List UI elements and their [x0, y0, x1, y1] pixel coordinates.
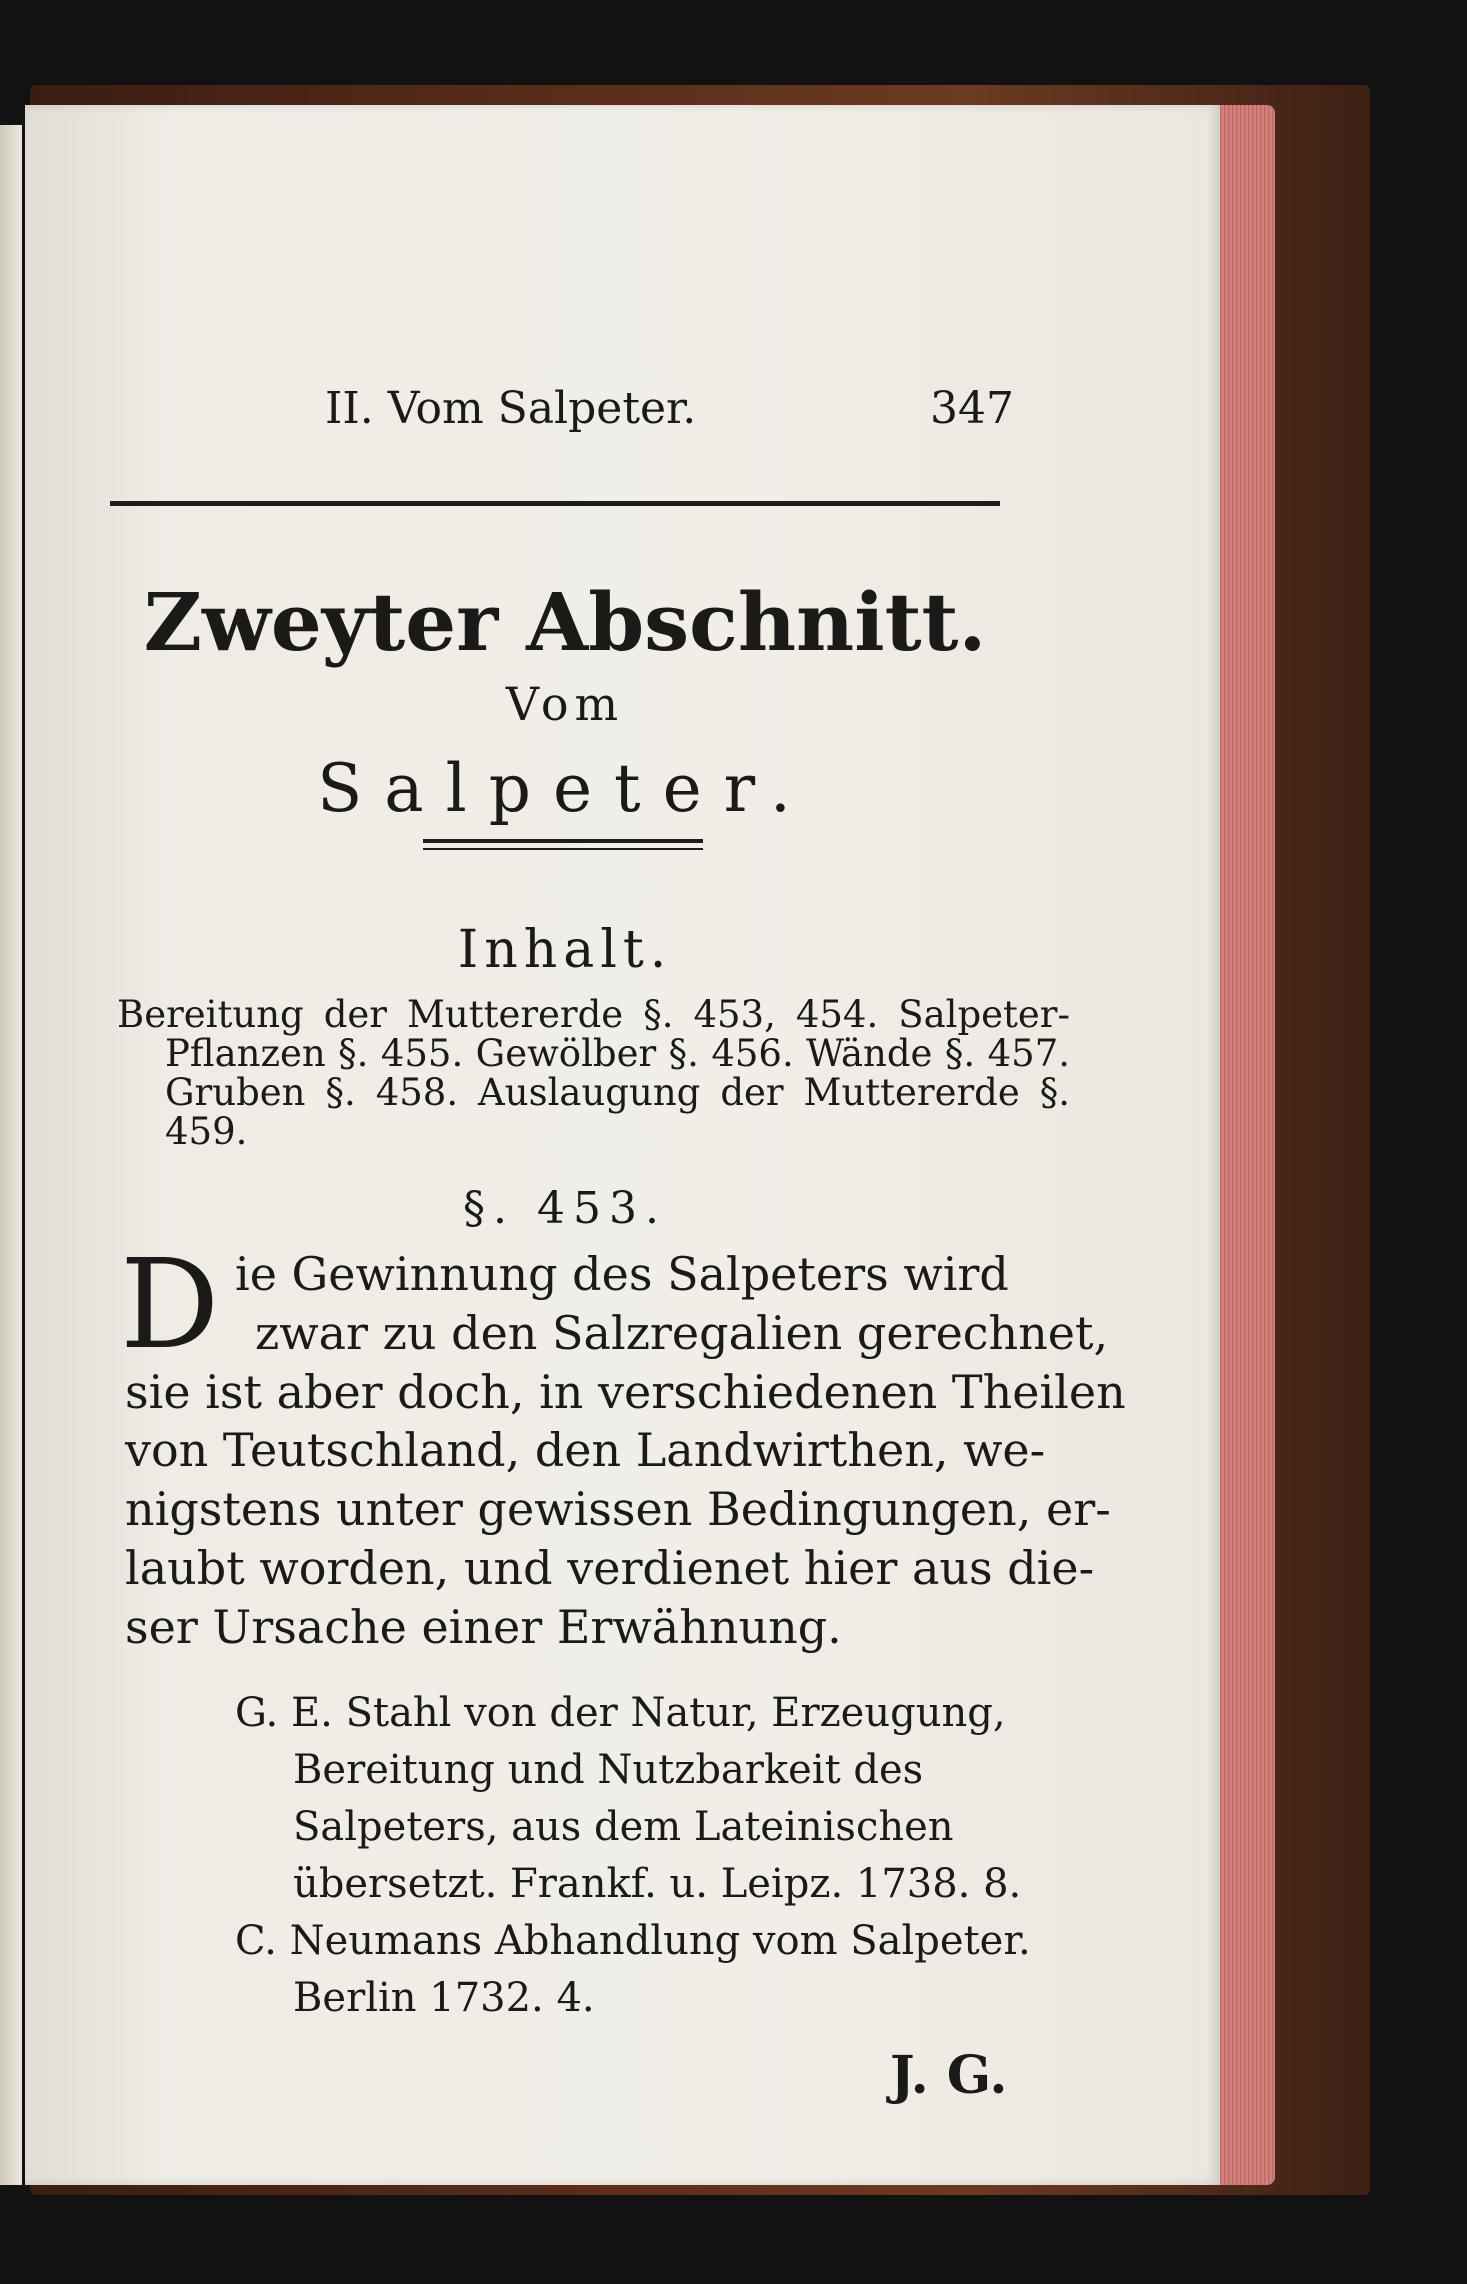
paragraph-line: zwar zu den Salzregalien gerechnet, [255, 1305, 1109, 1360]
reference-stahl: G. E. Stahl von der Natur, Erzeugung, Bereitung und Nutzbarkeit des Salpeters, aus dem Lateinischen übersetzt. Frankf. u. Leipz. 1738. 8. [235, 1690, 1022, 1907]
facing-page-edge [0, 125, 22, 2185]
section-title: Zweyter Abschnitt. [143, 575, 987, 669]
title-rule-thick [423, 839, 703, 843]
book-page [25, 105, 1220, 2185]
paragraph-line: sie ist aber doch, in verschiedenen Theilen [125, 1364, 1126, 1419]
paragraph-body [125, 1245, 1126, 1657]
header-rule [110, 501, 1000, 506]
running-title: II. Vom Salpeter. [325, 383, 697, 434]
title-rule-thin [423, 848, 703, 850]
section-subtitle-vom: Vom [505, 677, 625, 731]
paragraph-line: laubt worden, und verdienet hier aus die- [125, 1540, 1095, 1595]
catchword: J. G. [890, 2045, 1008, 2106]
paragraph-line: ser Ursache einer Erwähnung. [125, 1599, 842, 1654]
paragraph-line: ie Gewinnung des Salpeters wird [235, 1247, 1009, 1301]
contents-heading: Inhalt. [457, 920, 673, 980]
paragraph-line: nigstens unter gewissen Bedingungen, er- [125, 1482, 1111, 1537]
paragraph-mark: §. 453. [463, 1183, 667, 1234]
contents-text: Bereitung der Muttererde §. 453, 454. Salpeter-Pflanzen §. 455. Gewölber §. 456. Wände §. 457. Gruben §. 458. Auslaugung der Muttererde §. 459. [117, 993, 1070, 1153]
paragraph-line: von Teutschland, den Landwirthen, we- [125, 1423, 1046, 1478]
drop-cap-initial: D [120, 1233, 220, 1377]
section-subtitle-salpeter: Salpeter. [317, 750, 813, 827]
reference-neumann: C. Neumans Abhandlung vom Salpeter. Berlin 1732. 4. [235, 1918, 1031, 2021]
page-number: 347 [930, 383, 1014, 434]
